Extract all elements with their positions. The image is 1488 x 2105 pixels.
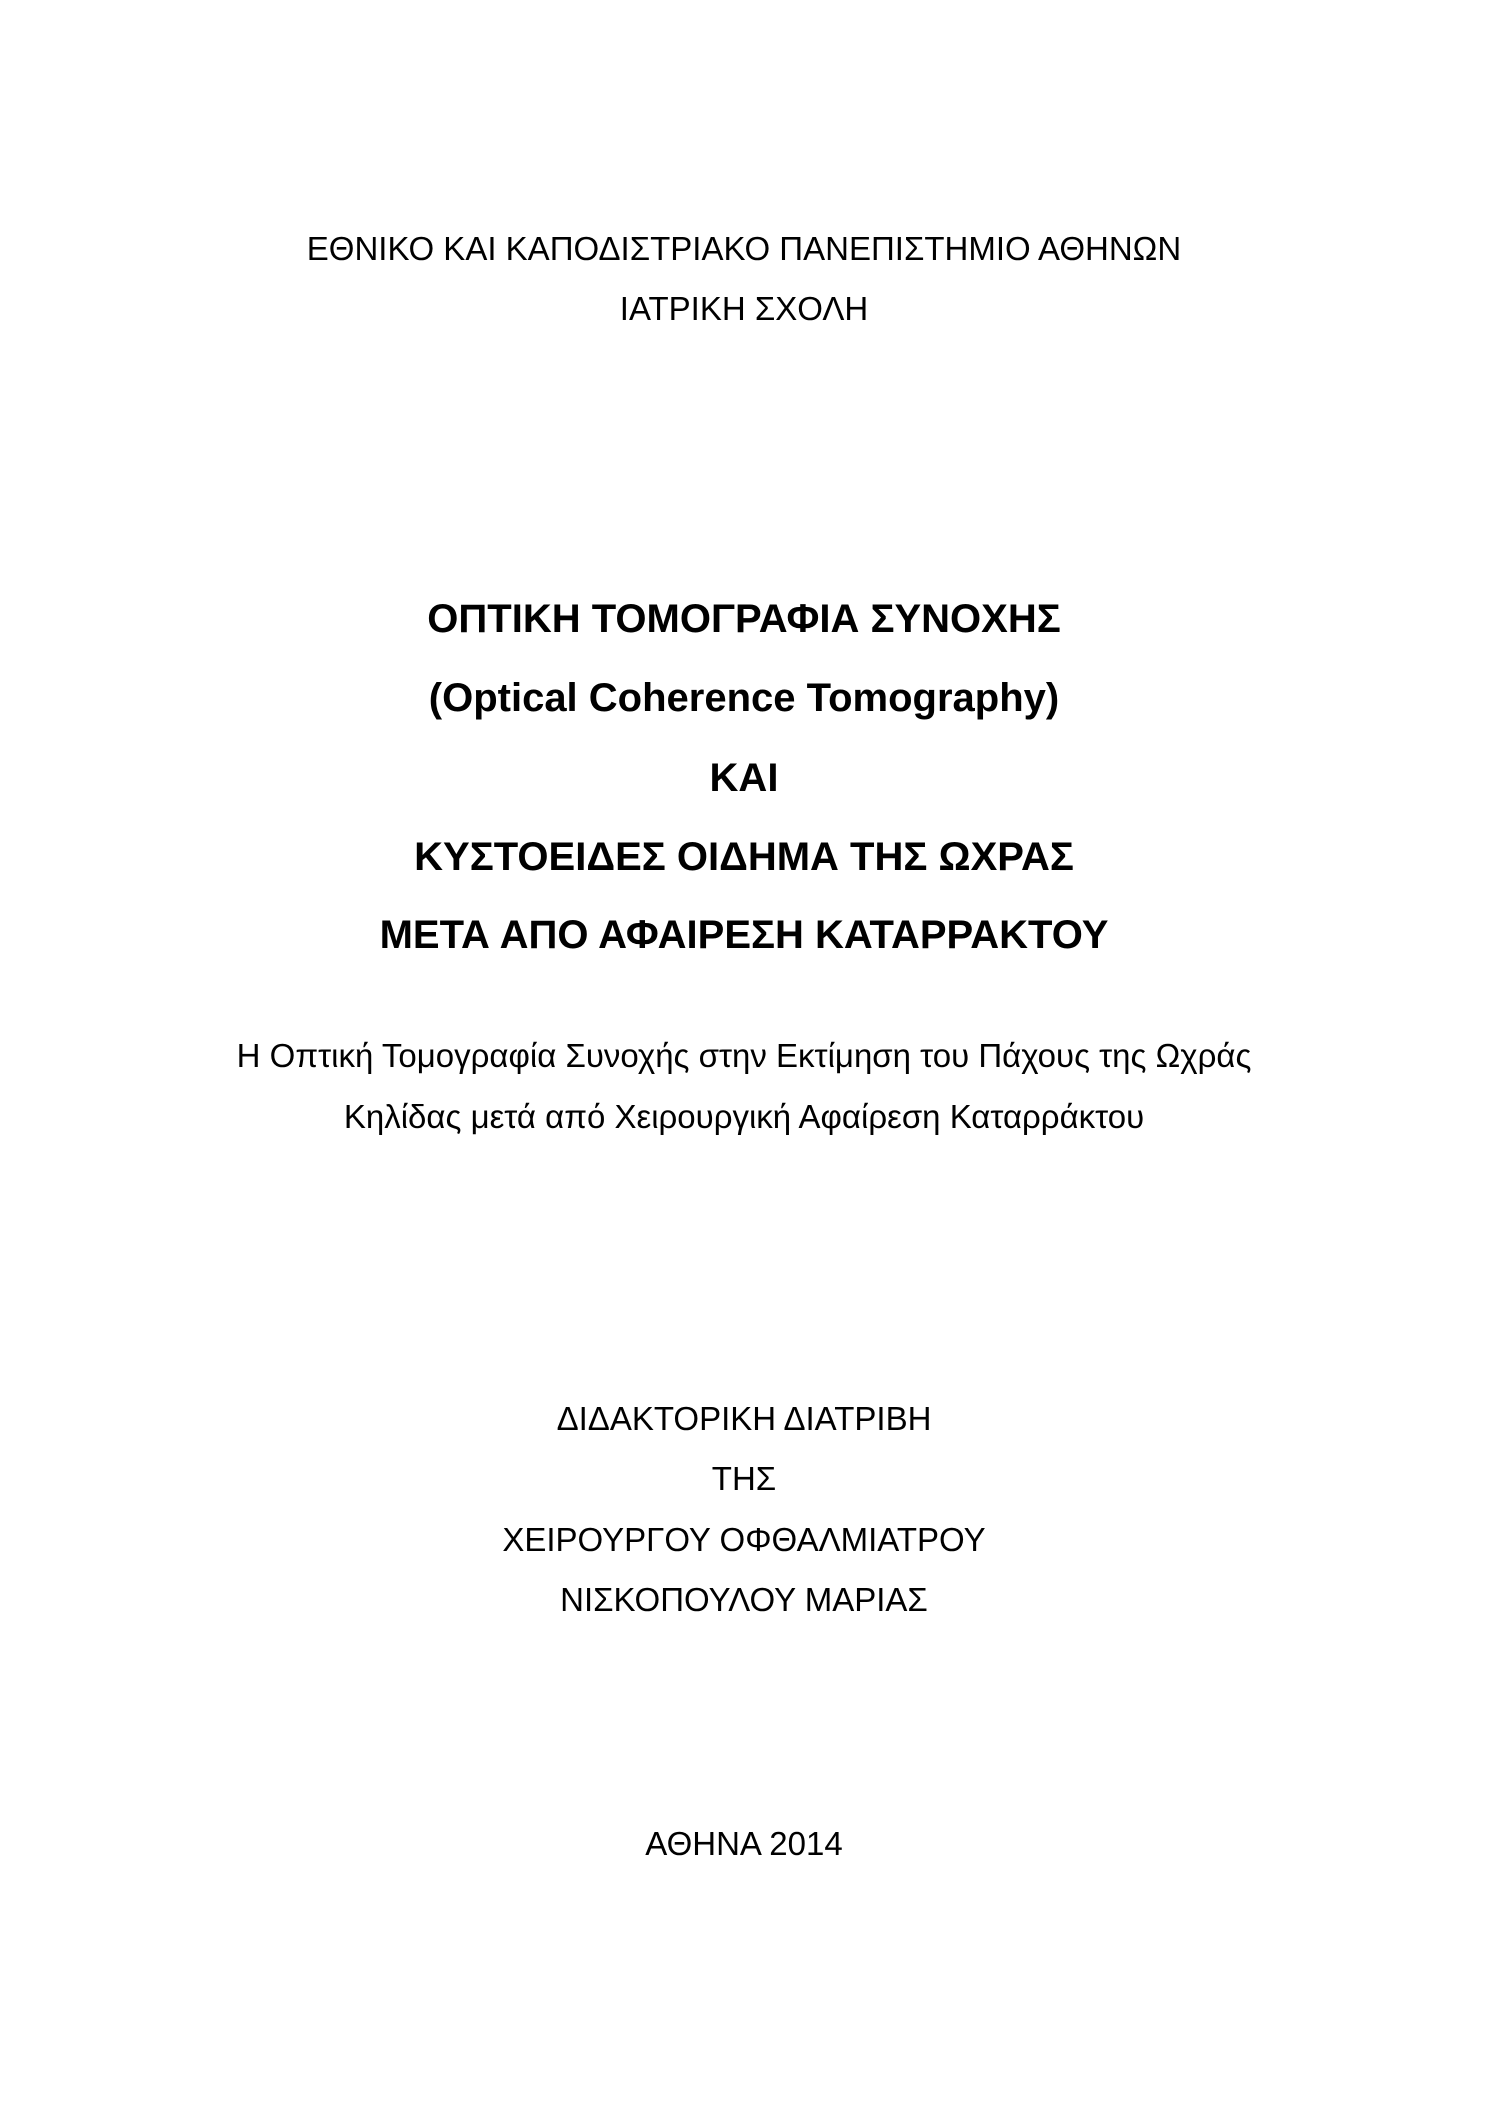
title-line-4: ΚΥΣΤΟΕΙΔΕΣ ΟΙΔΗΜΑ ΤΗΣ ΩΧΡΑΣ bbox=[414, 835, 1074, 879]
university-name: ΕΘΝΙΚΟ ΚΑΙ ΚΑΠΟΔΙΣΤΡΙΑΚΟ ΠΑΝΕΠΙΣΤΗΜΙΟ ΑΘΗΝΩΝ bbox=[306, 230, 1182, 267]
title-line-1: ΟΠΤΙΚΗ ΤΟΜΟΓΡΑΦΙΑ ΣΥΝΟΧΗΣ bbox=[427, 597, 1061, 641]
title-line-3: ΚΑΙ bbox=[709, 756, 779, 800]
thesis-of: ΤΗΣ bbox=[711, 1460, 777, 1497]
subtitle-line-1: Η Οπτική Τομογραφία Συνοχής στην Εκτίμηση του Πάχους της Ωχράς bbox=[236, 1037, 1252, 1074]
title-line-5: ΜΕΤΑ ΑΠΟ ΑΦΑΙΡΕΣΗ ΚΑΤΑΡΡΑΚΤΟΥ bbox=[379, 913, 1109, 957]
school-name: ΙΑΤΡΙΚΗ ΣΧΟΛΗ bbox=[619, 290, 869, 327]
title-line-2: (Optical Coherence Tomography) bbox=[428, 676, 1060, 720]
subtitle-line-2: Κηλίδας μετά από Χειρουργική Αφαίρεση Καταρράκτου bbox=[343, 1098, 1145, 1135]
thesis-type: ΔΙΔΑΚΤΟΡΙΚΗ ΔΙΑΤΡΙΒΗ bbox=[556, 1400, 932, 1437]
place-year: ΑΘΗΝΑ 2014 bbox=[645, 1825, 843, 1862]
author-role: ΧΕΙΡΟΥΡΓΟΥ ΟΦΘΑΛΜΙΑΤΡΟΥ bbox=[502, 1521, 986, 1558]
author-name: ΝΙΣΚΟΠΟΥΛΟΥ ΜΑΡΙΑΣ bbox=[560, 1581, 928, 1618]
